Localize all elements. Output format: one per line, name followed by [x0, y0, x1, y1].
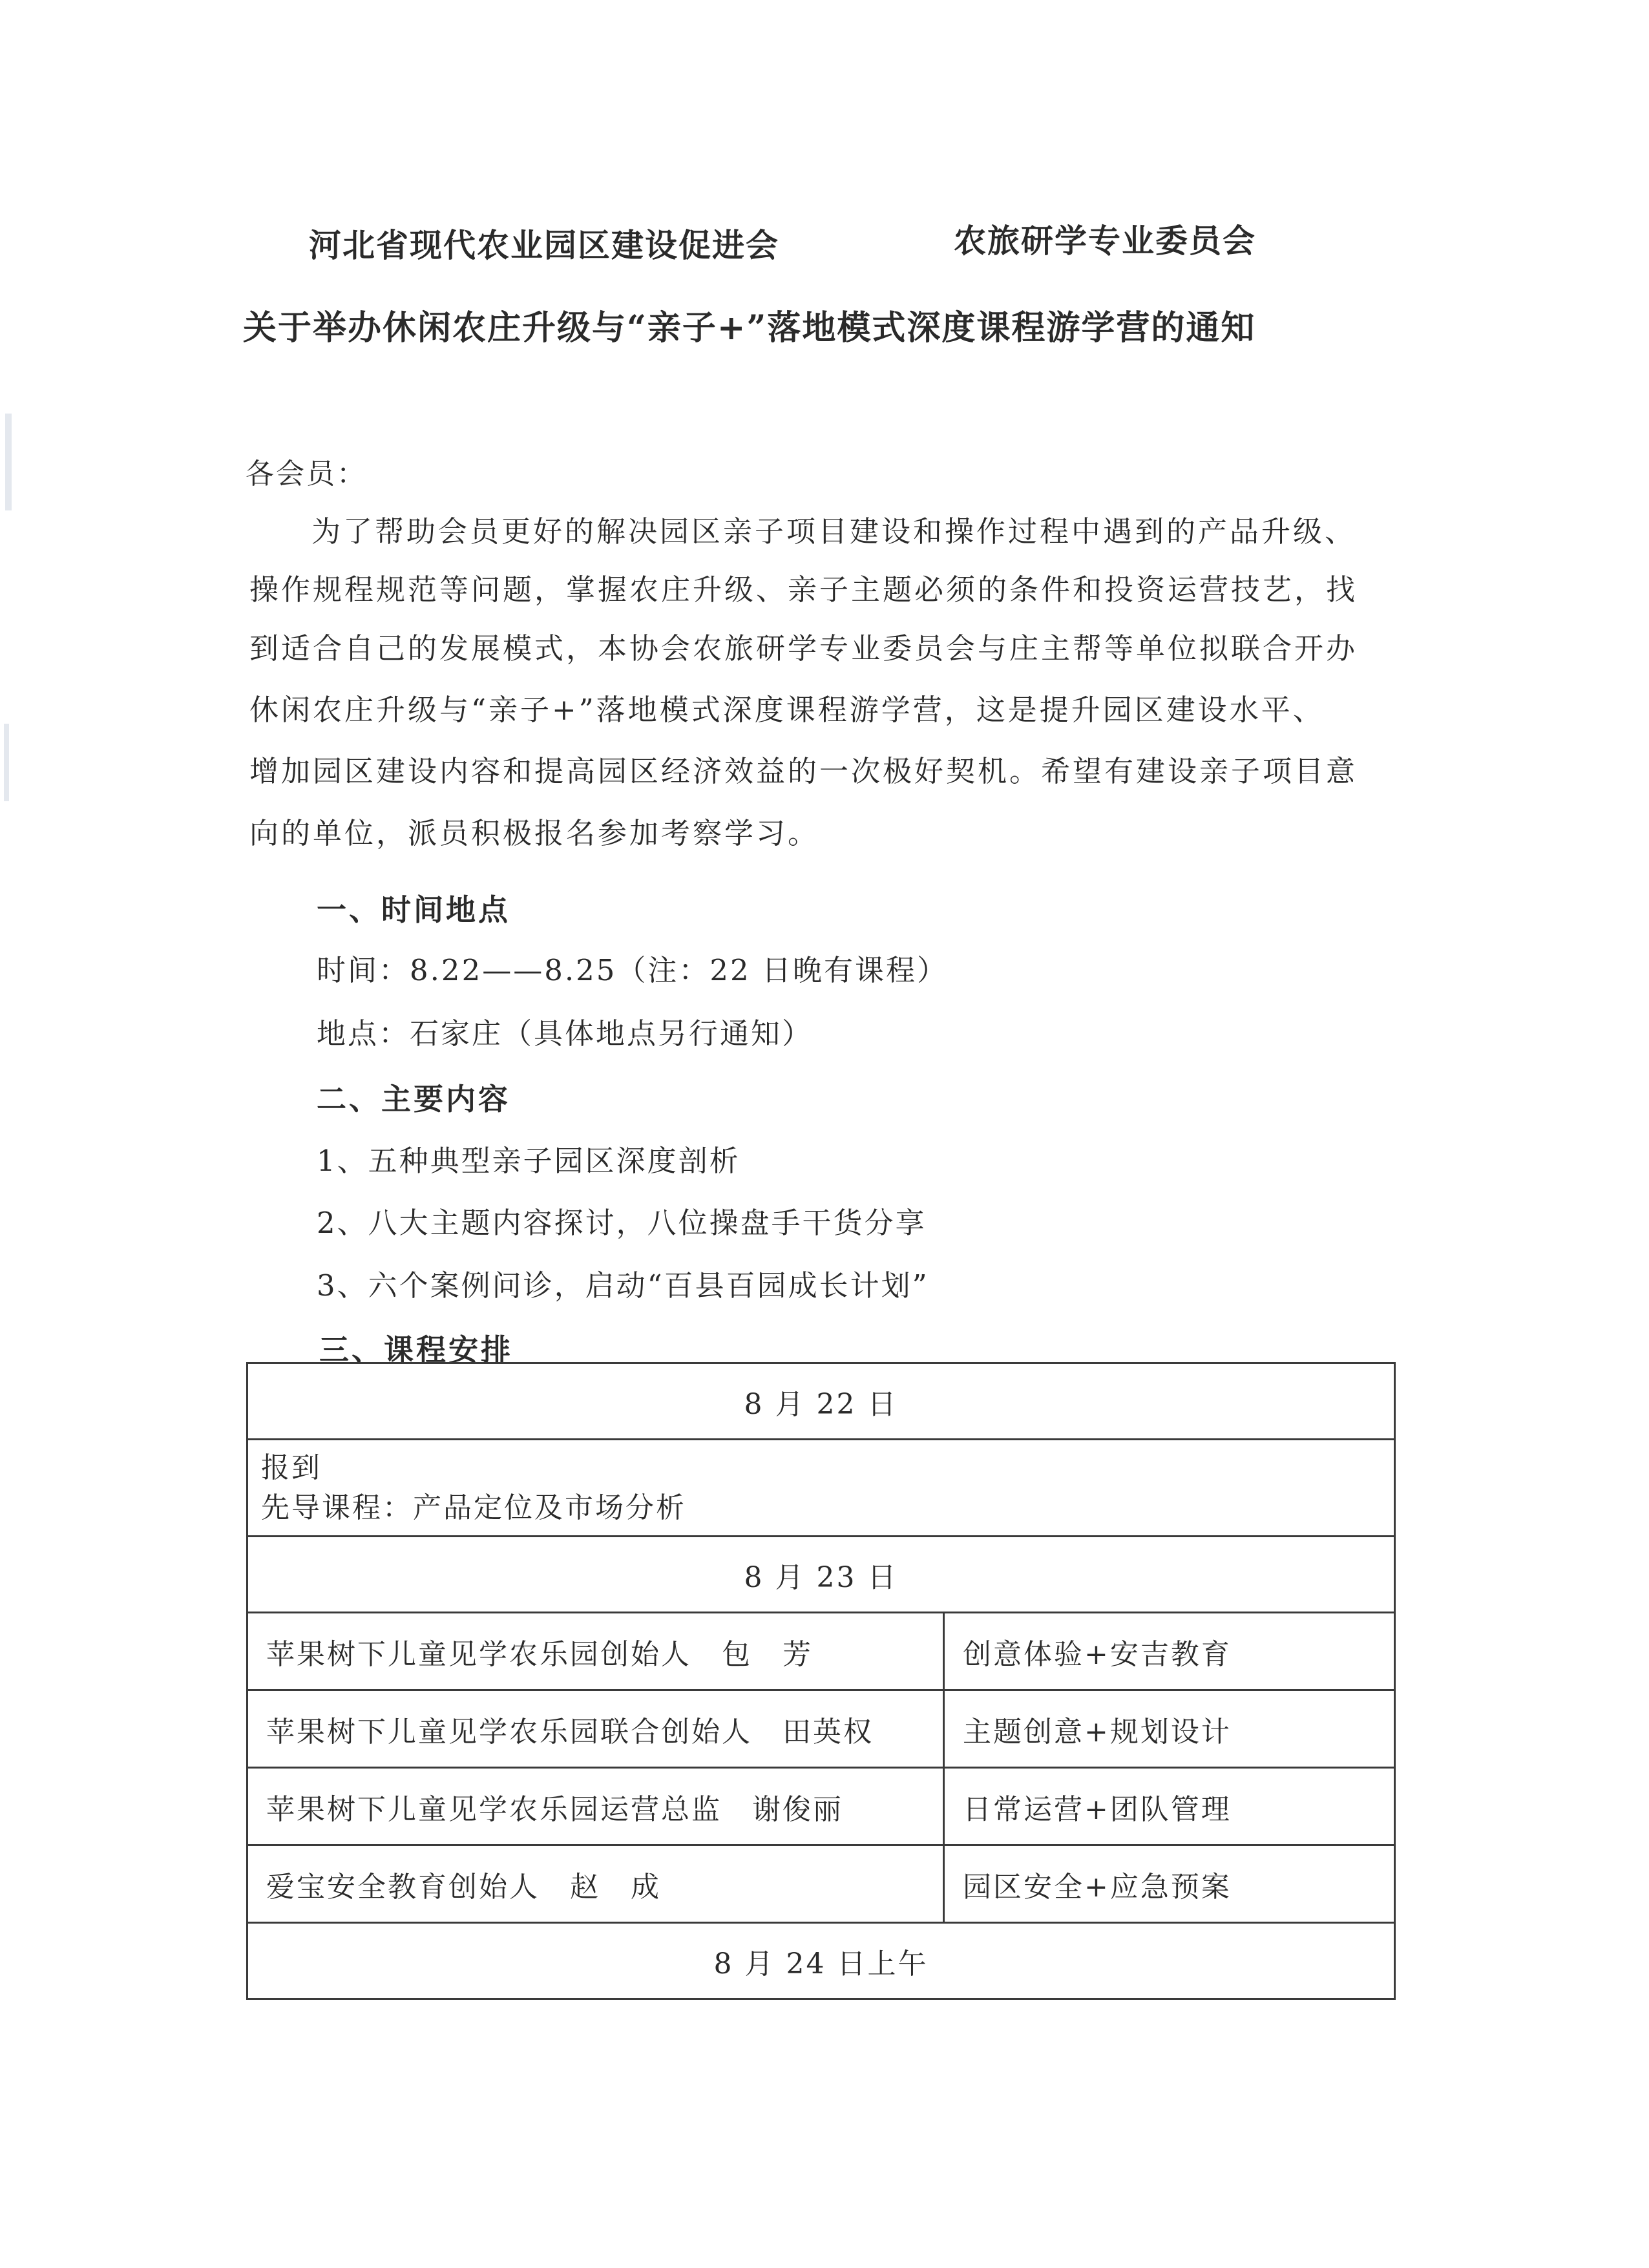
schedule-topic-cell: 主题创意+规划设计 — [944, 1690, 1395, 1768]
intro-line: 到适合自己的发展模式，本协会农旅研学专业委员会与庄主帮等单位拟联合开办 — [249, 631, 1358, 666]
org-name-left: 河北省现代农业园区建设促进会 — [309, 226, 779, 264]
intro-line: 向的单位，派员积极报名参加考察学习。 — [249, 816, 820, 850]
schedule-activity-cell — [247, 1440, 1395, 1537]
event-time: 时间：8.22——8.25（注：22 日晚有课程） — [317, 953, 948, 987]
event-place: 地点：石家庄（具体地点另行通知） — [317, 1016, 814, 1051]
schedule-speaker-cell: 爱宝安全教育创始人 赵 成 — [247, 1845, 944, 1923]
schedule-row-session — [247, 1613, 1395, 1690]
schedule-activity-line: 先导课程：产品定位及市场分析 — [261, 1491, 686, 1524]
scan-edge-mark — [4, 724, 9, 801]
section-heading-content: 二、主要内容 — [317, 1082, 510, 1117]
section-heading-time-place: 一、时间地点 — [317, 892, 510, 927]
schedule-row-date — [247, 1537, 1395, 1613]
scan-edge-mark — [5, 414, 12, 510]
schedule-topic-cell: 日常运营+团队管理 — [944, 1768, 1395, 1845]
schedule-row-activity — [247, 1440, 1395, 1537]
schedule-speaker-cell: 苹果树下儿童见学农乐园创始人 包 芳 — [247, 1613, 944, 1690]
intro-line: 增加园区建设内容和提高园区经济效益的一次极好契机。希望有建设亲子项目意 — [249, 754, 1358, 788]
schedule-date-cell: 8 月 22 日 — [247, 1363, 1395, 1440]
content-item: 1、五种典型亲子园区深度剖析 — [317, 1144, 740, 1178]
schedule-topic-cell: 创意体验+安吉教育 — [944, 1613, 1395, 1690]
schedule-row-session — [247, 1845, 1395, 1923]
schedule-row-session — [247, 1768, 1395, 1845]
content-item: 2、八大主题内容探讨，八位操盘手干货分享 — [317, 1206, 927, 1240]
schedule-table — [246, 1362, 1396, 2000]
schedule-date-cell: 8 月 24 日上午 — [247, 1923, 1395, 1999]
schedule-topic-cell: 园区安全+应急预案 — [944, 1845, 1395, 1923]
schedule-row-date — [247, 1363, 1395, 1440]
org-name-right: 农旅研学专业委员会 — [954, 222, 1256, 260]
intro-line: 为了帮助会员更好的解决园区亲子项目建设和操作过程中遇到的产品升级、 — [311, 514, 1357, 549]
section-heading-schedule: 三、课程安排 — [319, 1332, 513, 1367]
intro-line: 操作规程规范等问题，掌握农庄升级、亲子主题必须的条件和投资运营技艺，找 — [249, 572, 1358, 607]
schedule-date-cell: 8 月 23 日 — [247, 1537, 1395, 1613]
schedule-speaker-cell: 苹果树下儿童见学农乐园运营总监 谢俊丽 — [247, 1768, 944, 1845]
schedule-row-date — [247, 1923, 1395, 1999]
salutation: 各会员： — [246, 457, 367, 490]
content-item: 3、六个案例问诊，启动“百县百园成长计划” — [317, 1268, 929, 1303]
intro-line: 休闲农庄升级与“亲子+”落地模式深度课程游学营，这是提升园区建设水平、 — [249, 693, 1325, 727]
schedule-activity-line: 报到 — [261, 1451, 322, 1484]
schedule-row-session — [247, 1690, 1395, 1768]
notice-title: 关于举办休闲农庄升级与“亲子+”落地模式深度课程游学营的通知 — [243, 308, 1256, 348]
schedule-speaker-cell: 苹果树下儿童见学农乐园联合创始人 田英权 — [247, 1690, 944, 1768]
